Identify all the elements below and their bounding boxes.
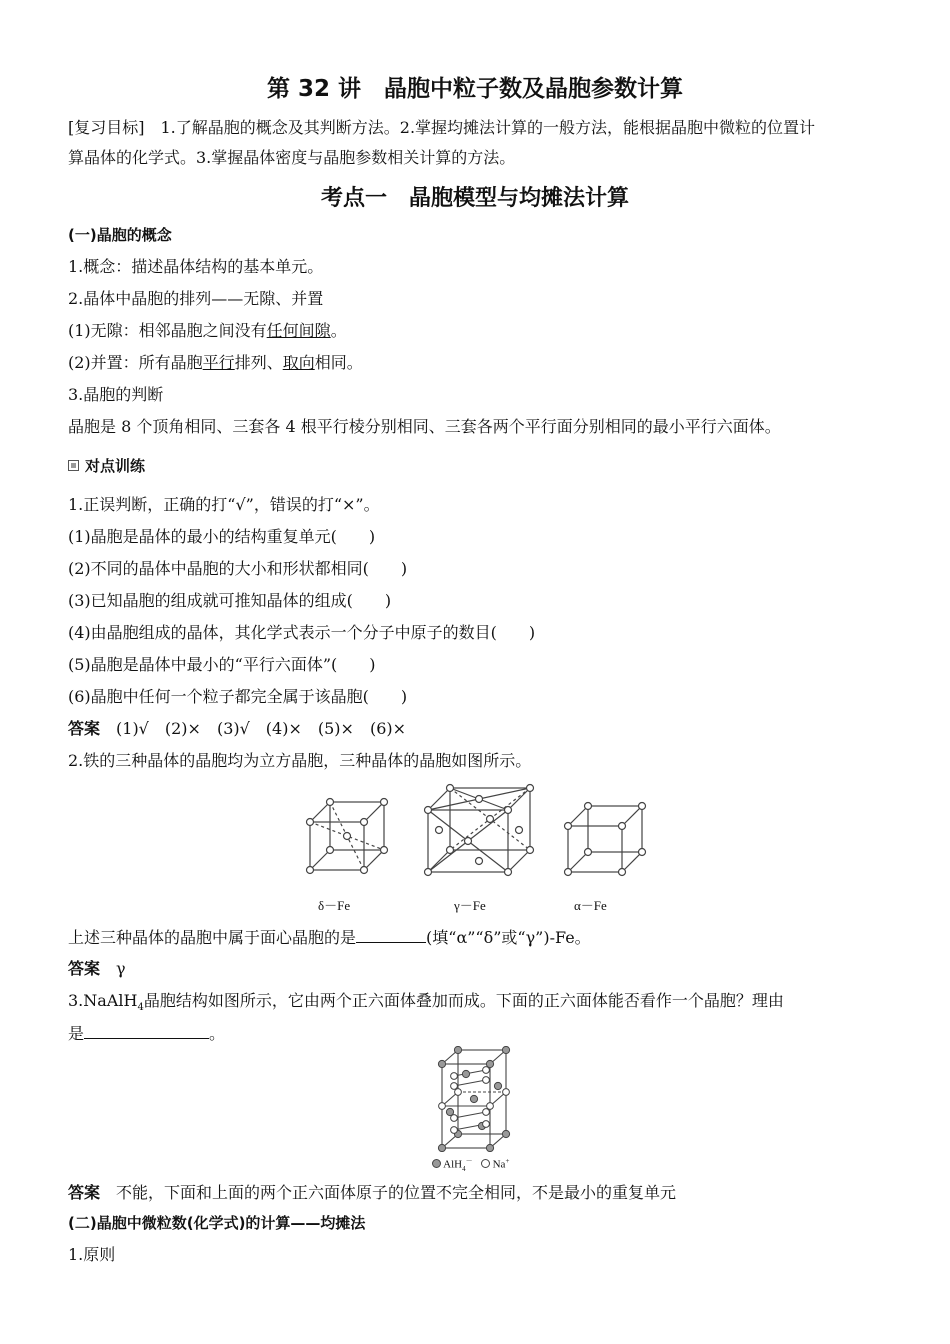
alh4-legend-superscript: － bbox=[465, 1157, 473, 1165]
q1-item-1: (1)晶胞是晶体的最小的结构重复单元( ) bbox=[68, 527, 376, 546]
q1-answer bbox=[68, 718, 406, 740]
q3-answer-blank bbox=[84, 1022, 209, 1039]
q2-question bbox=[68, 926, 591, 949]
q3-formula-subscript: 4 bbox=[137, 1002, 144, 1014]
part1-no-gap bbox=[68, 320, 347, 342]
q3-answer bbox=[68, 1182, 676, 1204]
naalh4-legend bbox=[432, 1156, 509, 1173]
part1-judgement-text: 晶胞是 8 个顶角相同、三套各 4 根平行棱分别相同、三套各两个平行面分别相同的最小平行六面体。 bbox=[68, 417, 781, 436]
q1-item-4: (4)由晶胞组成的晶体，其化学式表示一个分子中原子的数目( ) bbox=[68, 623, 536, 642]
section-title: 考点一 晶胞模型与均摊法计算 bbox=[320, 186, 629, 211]
q3-answer-text: 不能，下面和上面的两个正六面体原子的位置不完全相同，不是最小的重复单元 bbox=[100, 1183, 677, 1202]
q2-answer-label: 答案 bbox=[68, 959, 101, 978]
parallel-underlined: 平行 bbox=[202, 353, 235, 372]
q1-answer-label: 答案 bbox=[68, 719, 101, 738]
q1-item-2: (2)不同的晶体中晶胞的大小和形状都相同( ) bbox=[68, 559, 408, 578]
part2-heading: (二)晶胞中微粒数(化学式)的计算——均摊法 bbox=[68, 1214, 366, 1232]
q1-item-6: (6)晶胞中任何一个粒子都完全属于该晶胞( ) bbox=[68, 687, 408, 706]
q3-line2-end: 。 bbox=[209, 1024, 226, 1043]
alh4-legend-subscript: 4 bbox=[462, 1164, 466, 1173]
q1-item-3: (3)已知晶胞的组成就可推知晶体的组成( ) bbox=[68, 591, 392, 610]
part1-judgement: 3.晶胞的判断 bbox=[68, 385, 164, 404]
part2-principle: 1.原则 bbox=[68, 1245, 116, 1264]
part1-concept: 1.概念：描述晶体结构的基本单元。 bbox=[68, 257, 324, 276]
parallel-mid: 排列、 bbox=[234, 353, 283, 372]
gamma-fe-cell bbox=[425, 785, 534, 876]
parallel-end: 相同。 bbox=[314, 353, 363, 372]
q3-line2-text: 是 bbox=[68, 1024, 85, 1043]
q3-stem bbox=[68, 990, 784, 1019]
q3-stem-text: 晶胞结构如图所示，它由两个正六面体叠加而成。下面的正六面体能否看作一个晶胞？理由 bbox=[143, 991, 784, 1010]
square-bullet-icon bbox=[68, 460, 79, 471]
q2-answer-text: γ bbox=[100, 959, 126, 978]
review-goals-line1 bbox=[68, 117, 815, 139]
no-gap-underlined: 任何间隙 bbox=[266, 321, 331, 340]
iron-unit-cells-figure bbox=[300, 780, 660, 880]
review-goals-label: [复习目标] bbox=[68, 118, 145, 137]
no-gap-text: (1)无隙：相邻晶胞之间没有 bbox=[68, 321, 267, 340]
q2-question-end: (填“α”“δ”或“γ”)-Fe。 bbox=[426, 928, 591, 947]
parallel-text: (2)并置：所有晶胞 bbox=[68, 353, 203, 372]
page-title: 第 32 讲 晶胞中粒子数及晶胞参数计算 bbox=[266, 76, 684, 102]
delta-fe-caption: δ－Fe bbox=[318, 898, 351, 913]
q1-item-5: (5)晶胞是晶体中最小的“平行六面体”( ) bbox=[68, 655, 376, 674]
part1-heading: (一)晶胞的概念 bbox=[68, 226, 172, 244]
na-marker-icon bbox=[481, 1159, 490, 1168]
part1-parallel bbox=[68, 352, 363, 374]
orientation-underlined: 取向 bbox=[282, 353, 315, 372]
gamma-fe-caption: γ－Fe bbox=[454, 898, 486, 913]
q1-stem: 1.正误判断，正确的打“√”，错误的打“×”。 bbox=[68, 495, 380, 514]
alpha-fe-cell bbox=[565, 803, 646, 876]
na-legend-superscript: + bbox=[505, 1157, 510, 1165]
q3-stem-line2 bbox=[68, 1022, 225, 1045]
alh4-legend-label: AlH bbox=[443, 1158, 463, 1171]
no-gap-end: 。 bbox=[330, 321, 347, 340]
q2-question-text: 上述三种晶体的晶胞中属于面心晶胞的是 bbox=[68, 928, 357, 947]
review-goals-line2: 算晶体的化学式。3.掌握晶体密度与晶胞参数相关计算的方法。 bbox=[68, 148, 516, 167]
q2-answer-blank bbox=[356, 926, 426, 943]
naalh4-unit-cell-figure bbox=[430, 1046, 520, 1152]
q2-answer bbox=[68, 958, 126, 980]
na-legend-label: Na bbox=[492, 1158, 506, 1171]
q3-answer-label: 答案 bbox=[68, 1183, 101, 1202]
q3-formula: 3.NaAlH bbox=[68, 991, 138, 1010]
part1-arrangement: 2.晶体中晶胞的排列——无隙、并置 bbox=[68, 289, 324, 308]
alpha-fe-caption: α－Fe bbox=[574, 898, 607, 913]
practice-heading-text: 对点训练 bbox=[85, 457, 146, 475]
review-goals-text: 1.了解晶胞的概念及其判断方法。2.掌握均摊法计算的一般方法，能根据晶胞中微粒的位置计 bbox=[144, 118, 816, 137]
q2-stem: 2.铁的三种晶体的晶胞均为立方晶胞，三种晶体的晶胞如图所示。 bbox=[68, 751, 532, 770]
practice-heading bbox=[68, 455, 145, 477]
delta-fe-cell bbox=[307, 799, 388, 874]
q1-answer-text: (1)√ (2)× (3)√ (4)× (5)× (6)× bbox=[100, 719, 407, 738]
alh4-marker-icon bbox=[432, 1159, 441, 1168]
